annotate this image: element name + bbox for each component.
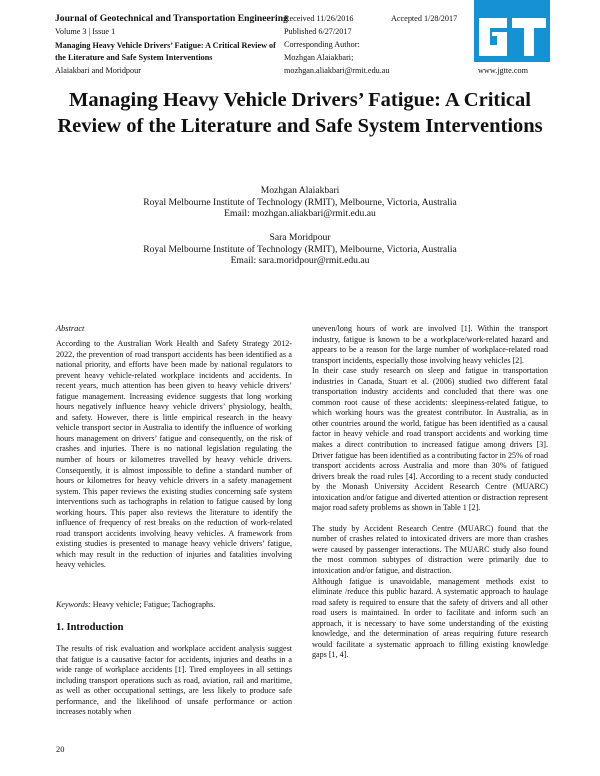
corresponding-label: Corresponding Author: (284, 40, 360, 49)
page-number: 20 (56, 745, 65, 754)
corresponding-name: Mozhgan Alaiakbari; (284, 53, 354, 62)
journal-url: www.jgtte.com (478, 66, 528, 75)
journal-name: Journal of Geotechnical and Transportation Engineering (55, 13, 288, 24)
author-1-affiliation: Royal Melbourne Institute of Technology (RMIT), Melbourne, Victoria, Australia (143, 196, 457, 208)
running-authors: Alaiakbari and Moridpour (55, 66, 141, 75)
corresponding-email: mozhgan.aliakbari@rmit.edu.au (284, 66, 390, 75)
running-title: Managing Heavy Vehicle Drivers’ Fatigue: A Critical Review of the Literature and Safe System Interventions (55, 41, 276, 62)
abstract-text: According to the Australian Work Health and Safety Strategy 2012-2022, the prevention of road transport accidents has been identified as a national priority, and efforts have been made by national regulators to prevent heavy vehicle-related workplace incidents and accidents. In recent years, much attention has been given to heavy vehicle drivers’ fatigue management. Increasing evidence suggests that long working hours negatively influence heavy vehicle drivers’ physiology, health, and safety. However, there is little empirical research in the heavy vehicle transport sector in Australia to identify the influence of working hours management on drivers’ fatigue and consequently, on the risk of crashes and injuries. There is no national legislation regulating the number of hours or kilometres travelled by heavy vehicle drivers. Consequently, it is almost impossible to define a standard number of hours or kilometres for heavy vehicle drivers in a safety management system. This paper reviews the existing studies concerning safe system interventions such as tachographs in relation to fatigue caused by long working hours. This paper also reviews the literature to identify the influence of frequency of rest breaks on the reduction of work-related road transport accidents involving heavy vehicles. A framework from existing studies is presented to manage heavy vehicle drivers’ fatigue, which may result in the reduction of injuries and fatalities involving heavy vehicles. (56, 339, 292, 570)
author-2 (80, 232, 520, 267)
published-date: Published 6/27/2017 (284, 27, 352, 36)
keywords-label: Keywords: (56, 600, 91, 609)
author-1-name: Mozhgan Alaiakbari (260, 185, 340, 196)
right-paragraph-4: Although fatigue is unavoidable, management methods exist to eliminate /reduce this public hazard. A systematic approach to haulage road safety is required to ensure that the safety of drivers and all other road users is maintained. In order to facilitate and inform such an approach, it is necessary to have some understanding of the existing knowledge, and the determination of areas requiring future research would facilitate a systematic approach to filling existing knowledge gaps [1, 4]. (312, 576, 548, 660)
introduction-paragraph: The results of risk evaluation and workplace accident analysis suggest that fatigue is a causative factor for accidents, injuries and deaths in a wide range of workplace accidents [1]. Tired employees in all settings including transport operations such as road, aviation, rail and maritime, as well as other occupational settings, are less likely to produce safe performance, and the likelihood of unsafe performance or action increases notably when (56, 644, 292, 717)
journal-logo (474, 0, 550, 62)
received-date: Received 11/26/2016 (284, 14, 354, 23)
right-paragraph-3: The study by Accident Research Centre (MUARC) found that the number of crashes related to intoxicated drivers are more than crashes were caused by passenger interactions. The MUARC study also found the most common subtypes of distraction were primarily due to intoxication and/or fatigue, and distraction. (312, 523, 548, 576)
author-1-email: Email: mozhgan.aliakbari@rmit.edu.au (224, 208, 376, 219)
right-column (312, 324, 548, 661)
author-1 (80, 185, 520, 220)
abstract-heading: Abstract (56, 324, 85, 333)
author-2-affiliation: Royal Melbourne Institute of Technology (RMIT), Melbourne, Victoria, Australia (143, 243, 457, 255)
right-paragraph-1: uneven/long hours of work are involved [1]. Within the transport industry, fatigue is known to be a workplace/work-related hazard and appears to be a reason for the large number of workplace-related road transport incidents, especially those involving heavy vehicles [2]. (312, 324, 548, 365)
author-2-email: Email: sara.moridpour@rmit.edu.au (230, 255, 370, 266)
keywords-list: Heavy vehicle; Fatigue; Tachographs. (90, 600, 216, 609)
volume-issue: Volume 3 | Issue 1 (55, 27, 116, 36)
keywords (56, 600, 215, 609)
right-paragraph-2: In their case study research on sleep and fatigue in transportation industries in Canada, Stuart et al. (2006) studied two different fatal transportation industry accidents and concluded that there was one common root cause of these accidents: sleepiness-related fatigue, to which working hours was the greatest contributor. In Australia, as in other countries around the world, fatigue has been identified as a causal factor in heavy vehicle and road transport accidents and working time makes a direct contribution to increased fatigue among drivers [3]. Driver fatigue has been identified as a contributing factor in 25% of road transport accidents across Australia and more than 30% of fatigued drivers break the road rules [4]. According to a recent study conducted by the Monash University Accident Research Centre (MUARC) intoxication and/or fatigue and diverted attention or distraction represent major road safety problems as shown in Table 1 [2]. (312, 366, 548, 513)
section-heading-introduction: 1. Introduction (56, 622, 124, 633)
author-2-name: Sara Moridpour (269, 232, 331, 243)
article-title: Managing Heavy Vehicle Drivers’ Fatigue: A Critical Review of the Literature and Safe System Interventions (57, 89, 543, 137)
accepted-date: Accepted 1/28/2017 (391, 14, 458, 23)
